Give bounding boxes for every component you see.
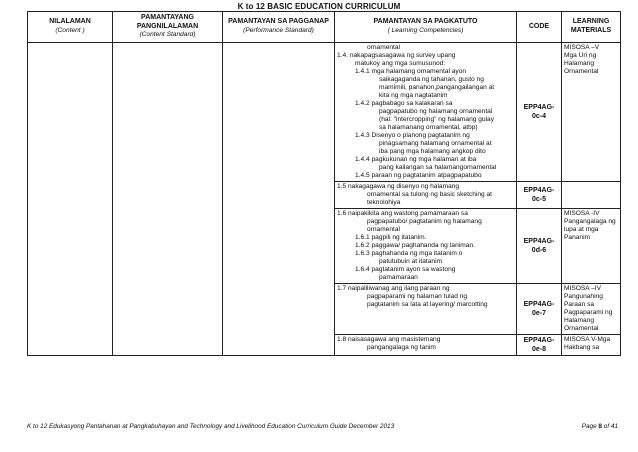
header-content [28,12,113,43]
material-line: Mga Uri ng [564,51,597,59]
competency-line: 1.6.1 pagpili ng itatanim. [355,233,427,241]
competency-code: EPP4AG- 0c-4 [517,42,562,181]
material-line: lupa at mga [564,225,599,233]
header-competencies-label: PAMANTAYAN SA PAGKATUTO [373,18,478,26]
content-cell [28,42,113,355]
competency-line: teknolohiya [367,198,401,206]
material-line: Halamang [564,316,595,324]
learning-materials-cell [562,42,621,181]
competency-code: EPP4AG- 0c-5 [517,181,562,208]
header-materials-label: LEARNING MATERIALS [570,18,612,34]
competency-line: 1.6.4 pagtatanim ayon sa wastong [355,265,456,273]
curriculum-table [27,11,621,356]
header-content-label: NILALAMAN [49,18,91,26]
learning-materials-cell [562,283,621,334]
competency-line: pang kailangan sa halamangornamental [379,163,497,171]
competency-line: 1.4.1 mga halamang ornamental ayon [355,67,467,75]
competency-line: pagpaparami ng halaman tulad ng [367,292,468,300]
competency-line: iba pang mga halamang angkop dito [379,147,486,155]
competency-line: 1.5 nakagagawa ng disenyo ng halamang [337,182,460,190]
learning-materials-cell [562,334,621,355]
table-header-row [28,12,621,43]
document-title: K to 12 BASIC EDUCATION CURRICULUM [237,2,401,11]
header-code [517,12,562,43]
material-line: MISOSA –IV [564,284,602,292]
header-competencies-sub: ( Learning Competencies) [387,26,464,34]
header-performance-standard-label: PAMANTAYAN SA PAGGANAP [228,18,329,26]
material-line: Pagpaparami ng [564,308,613,316]
competency-line: pagtatanim sa lata at layering/ marcotting [367,300,488,308]
competency-line: 1.4.4 pagkukunan ng mga halaman at iba [355,155,477,163]
competency-cell [335,42,517,181]
competency-cell [335,208,517,283]
competency-line: patutubuin at itatanim [379,257,443,265]
header-performance-standard-sub: (Performance Standard) [243,26,314,34]
competency-line: matukoy ang mga sumusunod: [355,59,446,67]
footer-page-number [582,423,618,430]
competency-code: EPP4AG- 0d-6 [517,208,562,283]
learning-materials-cell [562,181,621,208]
material-line: MISOSA V-Mga [564,335,611,343]
competency-cell [335,283,517,334]
competency-line: kita ng mga nagtatanim [379,91,448,99]
header-performance-standard [223,12,335,43]
learning-materials-cell [562,208,621,283]
competency-line: ornamental [367,43,400,51]
competency-line: 1.4.5 paraan ng pagtatanim atpagpapatubo [355,171,482,179]
footer-page-sep: of [603,423,610,430]
competency-line: 1.4.3 Disenyo o planong pagtatanim ng [355,131,470,139]
footer-page-prefix: Page [581,423,597,430]
competency-line: 1.4.2 pagbabago sa kalakaran sa [355,99,453,107]
material-line: MISOSA -IV [564,209,600,217]
header-code-label: CODE [528,22,550,30]
footer-guide-title: K to 12 Edukasyong Pantahanan at Pangkabuhayan and Technology and Livelihood Education Curriculum Guide December 2013 [27,423,395,430]
material-line: Pananim [564,233,591,241]
material-line: Pangunahing [564,292,603,300]
content-standard-cell [113,42,223,355]
competency-line: ornamental [367,225,400,233]
competency-line: 1.4. nakapagsasagawa ng survey upang [337,51,456,59]
competency-line: 1.6.3 paghahanda ng mga itatanim o [355,249,463,257]
competency-code: EPP4AG- 0e-7 [517,283,562,334]
competency-line: pagpapatubo ng halamang ornamental [379,107,493,115]
material-line: Paraan sa [564,300,595,308]
header-content-standard-sub: (Content Standard) [139,31,196,38]
competency-line: pangangalaga ng tanim [367,343,436,351]
competency-line: mamimili, panahon,pangangailangan at [379,83,495,91]
competency-line: sa halamanang ornamental, atbp) [379,123,478,131]
material-line: Pangangalaga ng [564,217,616,225]
competency-line: pagpapatubo/ pagtatanim ng halamang [367,217,482,225]
material-line: Hakbang sa [564,343,600,351]
material-line: Ornamental [564,67,599,75]
competency-line: ornamental sa tulong ng basic sketching at [367,190,492,198]
competency-line: pinagsamang halamang ornamental at [379,139,492,147]
competency-line: saikagaganda ng tahanan, gusto ng [379,75,484,83]
competency-line: pamamaraan [379,273,418,281]
competency-cell [335,181,517,208]
competency-line: 1.7 naipaliliwanag ang ilang paraan ng [337,284,450,292]
competency-line: 1.8 naisasagawa ang masistemang [337,335,441,343]
table-row [28,42,621,181]
competency-cell [335,334,517,355]
header-competencies [335,12,517,43]
material-line: MISOSA –V [564,43,600,51]
material-line: Ornamental [564,324,599,332]
footer-page-total: 41 [610,423,618,430]
header-content-sub: (Content ) [55,26,85,34]
competency-line: (hal: "intercropping" ng halamang gulay [379,115,495,123]
header-materials [562,12,621,43]
competency-code: EPP4AG- 0e-8 [517,334,562,355]
material-line: Halamang [564,59,595,67]
header-content-standard [113,12,223,43]
competency-line: 1.6.2 paggawa/ paghahanda ng taniman. [355,241,475,249]
competency-line: 1.6 naipakikita ang wastong pamamaraan sa [337,209,468,217]
performance-standard-cell [223,42,335,355]
footer-page-current: 8 [598,423,602,430]
header-content-standard-label: PAMANTAYANG PANGNILALAMAN [136,14,199,30]
